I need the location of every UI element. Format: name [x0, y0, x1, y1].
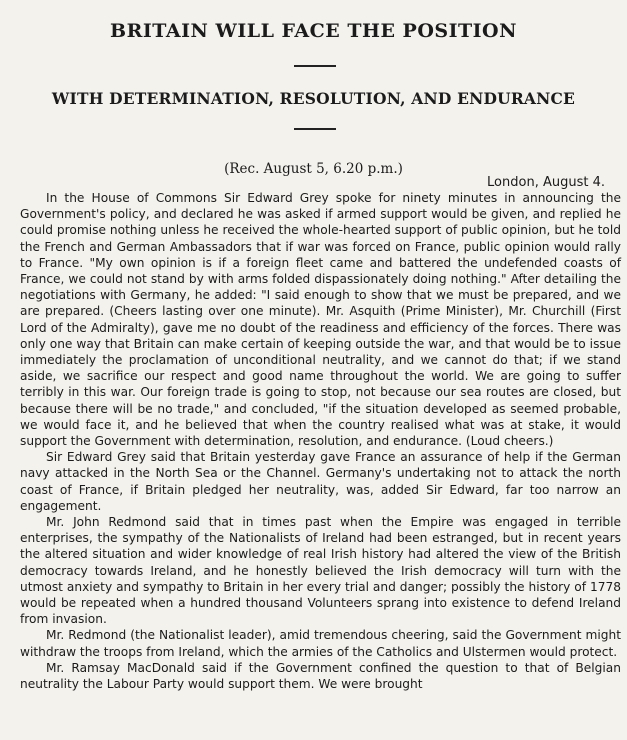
paragraph: Mr. John Redmond said that in times past when the Empire was engaged in terrible enterprises, the sympathy of the Nationalists of Ireland had been estranged, but in recent years the altered situation and wider knowledge of real Irish history had altered the view of the British democracy towards Ireland, and he honestly believed the Irish democracy will turn with the utmost anxiety and sympathy to Britain in her every trial and danger; possibly the history of 1778 would be repeated when a hundred thousand Volunteers sprang into existence to defend Ireland from invasion. — [20, 515, 621, 627]
subheadline-divider — [294, 128, 336, 130]
paragraph: In the House of Commons Sir Edward Grey spoke for ninety minutes in announcing the Government's policy, and declared he was asked if armed support would be given, and replied he could promise nothing unless he received the whole-hearted support of public opinion, but he told the French and German Ambassadors that if war was forced on France, public opinion would rally to France. "My own opinion is if a foreign fleet came and battered the undefended coasts of France, we could not stand by with arms folded dispassionately doing nothing." After detailing the negotiations with Germany, he added: "I said enough to show that we must be prepared, and we are prepared. (Cheers lasting over one minute). Mr. Asquith (Prime Minister), Mr. Churchill (First Lord of the Admiralty), gave me no doubt of the readiness and efficiency of the forces. There was only one way that Britain can make certain of keeping outside the war, and that would be to issue immediately the proclamation of unconditional neutrality, and we cannot do that; if we stand aside, we sacrifice our respect and good name throughout the world. We are going to suffer terribly in this war. Our foreign trade is going to stop, not because our sea routes are closed, but because there will be no trade," and concluded, "if the situation developed as seemed probable, we would face it, and he believed that when the country realised what was at stake, it would support the Government with determination, resolution, and endurance. (Loud cheers.) — [20, 191, 621, 449]
headline-divider — [294, 65, 336, 67]
received-timestamp: (Rec. August 5, 6.20 p.m.) — [224, 161, 403, 177]
article-body — [20, 190, 621, 692]
paragraph: Mr. Ramsay MacDonald said if the Government confined the question to that of Belgian neutrality the Labour Party would support them. We were brought — [20, 660, 621, 692]
paragraph: Mr. Redmond (the Nationalist leader), amid tremendous cheering, said the Government might withdraw the troops from Ireland, which the armies of the Catholics and Ulstermen would protect. — [20, 628, 621, 659]
dateline: London, August 4. — [487, 175, 605, 190]
subheadline: WITH DETERMINATION, RESOLUTION, AND ENDURANCE — [51, 89, 576, 108]
paragraph: Sir Edward Grey said that Britain yesterday gave France an assurance of help if the German navy attacked in the North Sea or the Channel. Germany's undertaking not to attack the north coast of France, if Britain pledged her neutrality, was, added Sir Edward, far too narrow an engagement. — [20, 450, 621, 513]
headline: BRITAIN WILL FACE THE POSITION — [110, 20, 517, 42]
